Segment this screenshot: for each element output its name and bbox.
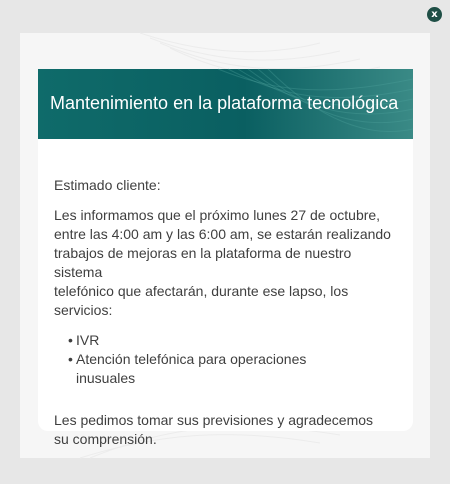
close-icon: x [431, 9, 438, 20]
bullet-icon: • [68, 332, 73, 348]
closing-paragraph [54, 411, 401, 449]
list-item [54, 331, 401, 350]
notice-modal [20, 33, 430, 458]
header-banner [38, 69, 413, 139]
service-label: IVR [76, 332, 100, 348]
list-item [54, 350, 401, 388]
paragraph-line: Les informamos que el próximo lunes 27 de octubre, [54, 207, 381, 223]
paragraph-line: telefónico que afectarán, durante ese lapso, los servicios: [54, 283, 349, 318]
notice-title: Mantenimiento en la plataforma tecnológica [50, 93, 399, 113]
greeting: Estimado cliente: [54, 177, 161, 193]
paragraph-line: entre las 4:00 am y las 6:00 am, se estarán realizando [54, 226, 391, 242]
close-button[interactable] [427, 7, 442, 22]
announcement-paragraph [54, 206, 401, 320]
affected-services-list [54, 331, 401, 388]
paragraph-line: trabajos de mejoras en la plataforma de nuestro sistema [54, 245, 352, 280]
service-label: inusuales [76, 370, 136, 386]
notice-body [54, 176, 401, 449]
bullet-icon: • [68, 351, 73, 367]
content-card [38, 69, 413, 447]
closing-line: su comprensión. [54, 431, 157, 447]
service-label: Atención telefónica para operaciones [76, 351, 307, 367]
closing-line: Les pedimos tomar sus previsiones y agradecemos [54, 412, 374, 428]
